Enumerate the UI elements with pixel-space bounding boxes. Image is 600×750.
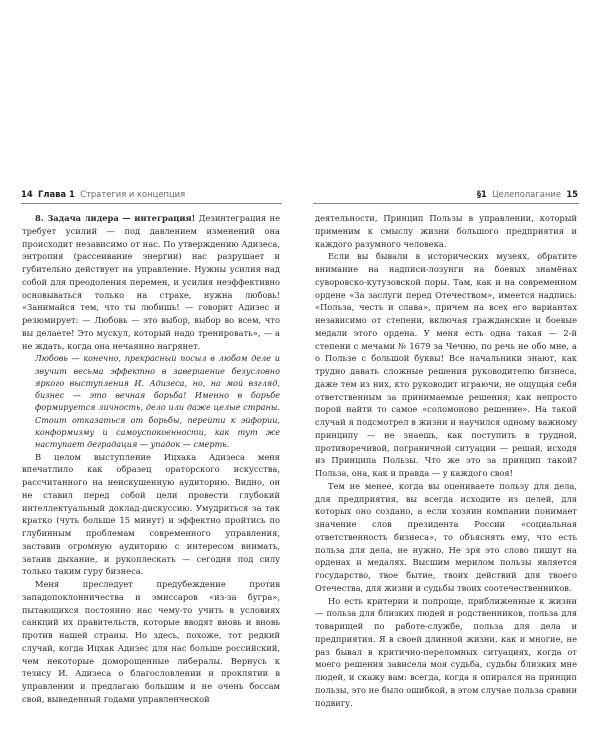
left-page-number: 14 bbox=[21, 189, 33, 199]
paragraph: Тем не менее, когда вы оцениваете пользу для дела, для предприятия, вы всегда исходите из целей, для которых оно создано, а если хозяин компании понимает значение слов президента России «социальная ответственность бизнеса», то объяснять ему, что есть польза для дела, не нужно. Не зря это слово пишут на орденах и медалях. Высшим мерилом пользы является государство, твое бытие, твоих действий для твоего Отечества, для жизни и судьбы твоих соотечественников. bbox=[315, 480, 577, 593]
right-header-rule bbox=[313, 203, 579, 204]
right-running-header bbox=[477, 186, 578, 202]
paragraph: Если вы бывали в исторических музеях, обратите внимание на надписи-лозунги на боевых знамёнах суворовско-кутузовской поры. Там, как и на современном ордене «За заслуги перед Отечеством», имеется надпись: «Польза, честь и слава», причем на всех его вариантах независимо от степени, включая гражданские и боевые медали этого ордена. У меня есть одна такая — 2-й степени с мечами № 1679 за Чечню, по речь не обо мне, а о Пользе с большой буквы! Все начальники знают, как трудно давать сложные решения руководителю бизнеса, даже тем из них, кто руководит играючи, не ощущая себя ответственным за принимаемые решения; как непросто порой найти то самое «соломоново решение». На такой случай я подсмотрел в жизни и научился одному важному принципу — не знаешь, как поступить в трудной, противоречивой, пограничной ситуации — решай, исходя из Принципа Пользы. Что же это за принцип такой? Польза, она, как и правда — у каждого своя! bbox=[315, 251, 577, 478]
paragraph bbox=[22, 212, 280, 352]
paragraph: В целом выступление Ицхака Адизеса меня впечатлило как образец ораторского искусства, рассчитанного на неискушенную аудиторию. Видно, он не ставил перед собой цели провести глубокий интеллектуальный доклад-дискуссию. Умудриться за так кратко (чуть больше 15 минут) и эффектно пройтись по глубинным проблемам современного управления, заставив огромную аудиторию с интересом внимать, затаив дыхание, и рукоплескать — сегодня под силу только таким гуру бизнеса. bbox=[22, 451, 280, 577]
right-page-body bbox=[315, 212, 577, 709]
paragraph: Но есть критерии и попроще, приближенные к жизни — польза для близких людей и родственников, польза для товарищей по работе-службе, польза для дела и предприятия. Я в своей длинной жизни, как и многие, не раз бывал в критично-переломных ситуациях, когда от моего решения зависела моя судьба, судьбы близких мне людей, и скажу вам: всегда, когда я опирался на принцип пользы, это не было ошибкой, в этом случае польза сравни подвигу. bbox=[315, 595, 577, 708]
paragraph-text: Дезинтеграция не требует усилий — под давлением изменений она происходит независимо от нас. По утверждению Адизеса, энтропия (рассеивание энергии) нас разрушает и губительно действует на управление. Нужны усилия над собой для преодоления перемен, и усилия неэффективно основываться только на страхе, нужна любовь! «Занимайся тем, что ты любишь! — говорит Адизес и резюмирует: — Любовь — это выбор, выбор во всем, что вы делаете! Это мускул, который надо тренировать», — а не ждать, когда она нечаянно нагрянет. bbox=[22, 213, 280, 351]
left-page-body bbox=[22, 212, 280, 706]
paragraph-continued: деятельности, Принцип Пользы в управлении, который применим к смыслу жизни большого предприятия и каждого разумного человека. bbox=[315, 213, 577, 249]
paragraph-lead: 8. Задача лидера — интеграция! bbox=[35, 213, 196, 223]
chapter-title: Стратегия и концепция bbox=[80, 189, 186, 199]
italic-quote: Любовь — конечно, прекрасный посыл в любом деле и звучит весьма эффектно в завершение безусловно яркого выступления И. Адизеса, но, на мой взгляд, бизнес — это вечная борьба! Именно в борьбе формируется личность, дело или даже целые страны. Стоит отказаться от борьбы, перейти к эйфории, конформизму и самоуспокоенности, как тут же наступает деградация — упадок — смерть. bbox=[35, 353, 280, 450]
section-title: Целеполагание bbox=[492, 189, 562, 199]
section-mark: §1 bbox=[476, 189, 487, 199]
paragraph: Меня преследует предубеждение против западопоклонничества и эмиссаров «из-за бугра», пытающихся постоянно нас чему-то учить в условиях санкций их правительств, которые вводят вновь и вновь против нашей страны. Но здесь, похоже, тот редкий случай, когда Ицхак Адизес для нас больше российский, чем некоторые доморощенные либералы. Вернусь к тезису И. Адизеса о благословлении и проклятии в управлении и предлагаю большим и не очень боссам свой, выведенный годами управленческой bbox=[22, 579, 280, 704]
right-page-number: 15 bbox=[566, 189, 578, 199]
left-running-header bbox=[21, 186, 185, 202]
left-header-rule bbox=[21, 203, 282, 204]
chapter-label: Глава 1 bbox=[37, 189, 75, 199]
